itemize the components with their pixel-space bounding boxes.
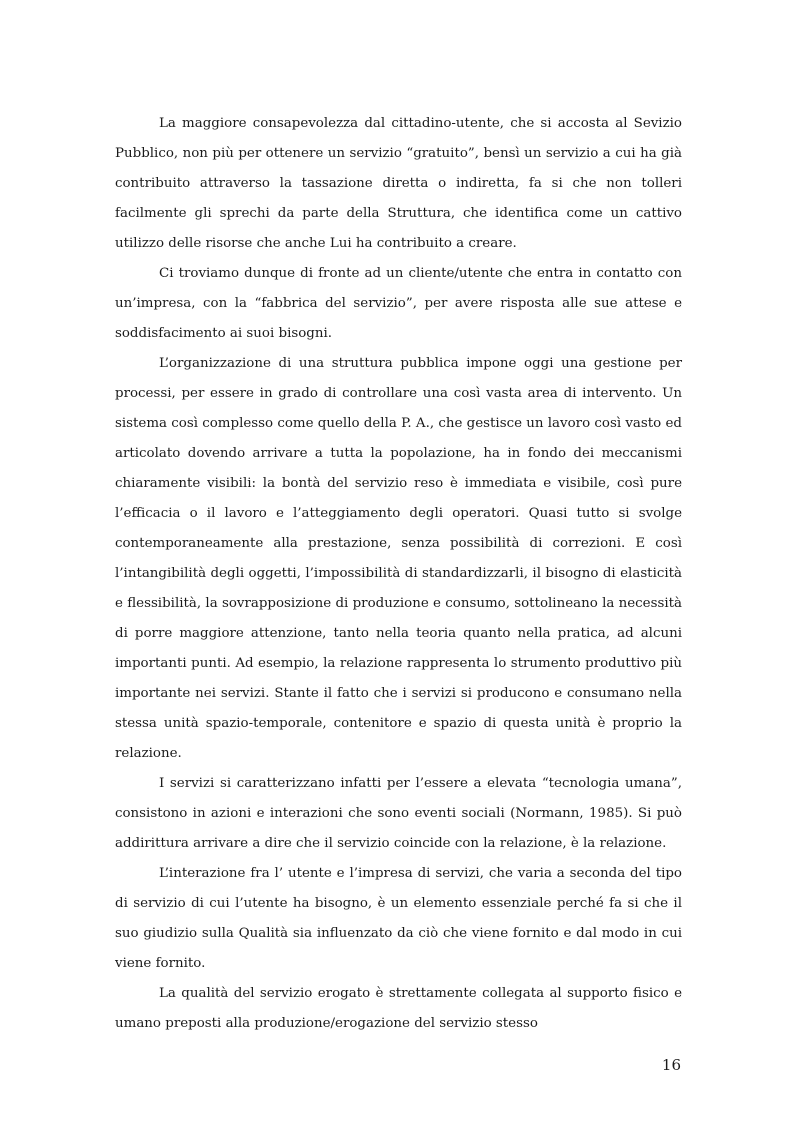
paragraph: I servizi si caratterizzano infatti per l’essere a elevata “tecnologia umana”, consistono in azioni e interazioni che sono eventi sociali (Normann, 1985). Si può addirittura arrivare a dire che il servizio coincide con la relazione, è la relazione. [115, 776, 682, 851]
paragraph: L’organizzazione di una struttura pubblica impone oggi una gestione per processi, per essere in grado di controllare una così vasta area di intervento. Un sistema così complesso come quello della P. A., che gestisce un lavoro così vasto ed articolato dovendo arrivare a tutta la popolazione, ha in fondo dei meccanismi chiaramente visibili: la bontà del servizio reso è immediata e visibile, così pure l’efficacia o il lavoro e l’atteggiamento degli operatori. Quasi tutto si svolge contemporaneamente alla prestazione, senza possibilità di correzioni. E così l’intangibilità degli oggetti, l’impossibilità di standardizzarli, il bisogno di elasticità e flessibilità, la sovrapposizione di produzione e consumo, sottolineano la necessità di porre maggiore attenzione, tanto nella teoria quanto nella pratica, ad alcuni importanti punti. Ad esempio, la relazione rappresenta lo strumento produttivo più importante nei servizi. Stante il fatto che i servizi si producono e consumano nella stessa unità spazio-temporale, contenitore e spazio di questa unità è proprio la relazione. [115, 356, 682, 761]
page-number: 16 [661, 1056, 681, 1074]
paragraph: Ci troviamo dunque di fronte ad un cliente/utente che entra in contatto con un’impresa, con la “fabbrica del servizio”, per avere risposta alle sue attese e soddisfacimento ai suoi bisogni. [115, 266, 682, 341]
paragraph: L’interazione fra l’ utente e l’impresa di servizi, che varia a seconda del tipo di servizio di cui l’utente ha bisogno, è un elemento essenziale perché fa si che il suo giudizio sulla Qualità sia influenzato da ciò che viene fornito e dal modo in cui viene fornito. [115, 866, 682, 971]
paragraph: La qualità del servizio erogato è strettamente collegata al supporto fisico e umano preposti alla produzione/erogazione del servizio stesso [115, 986, 682, 1031]
body-text [115, 109, 682, 1039]
paragraph: La maggiore consapevolezza dal cittadino-utente, che si accosta al Sevizio Pubblico, non più per ottenere un servizio “gratuito”, bensì un servizio a cui ha già contribuito attraverso la tassazione diretta o indiretta, fa si che non tolleri facilmente gli sprechi da parte della Struttura, che identifica come un cattivo utilizzo delle risorse che anche Lui ha contribuito a creare. [115, 116, 682, 251]
